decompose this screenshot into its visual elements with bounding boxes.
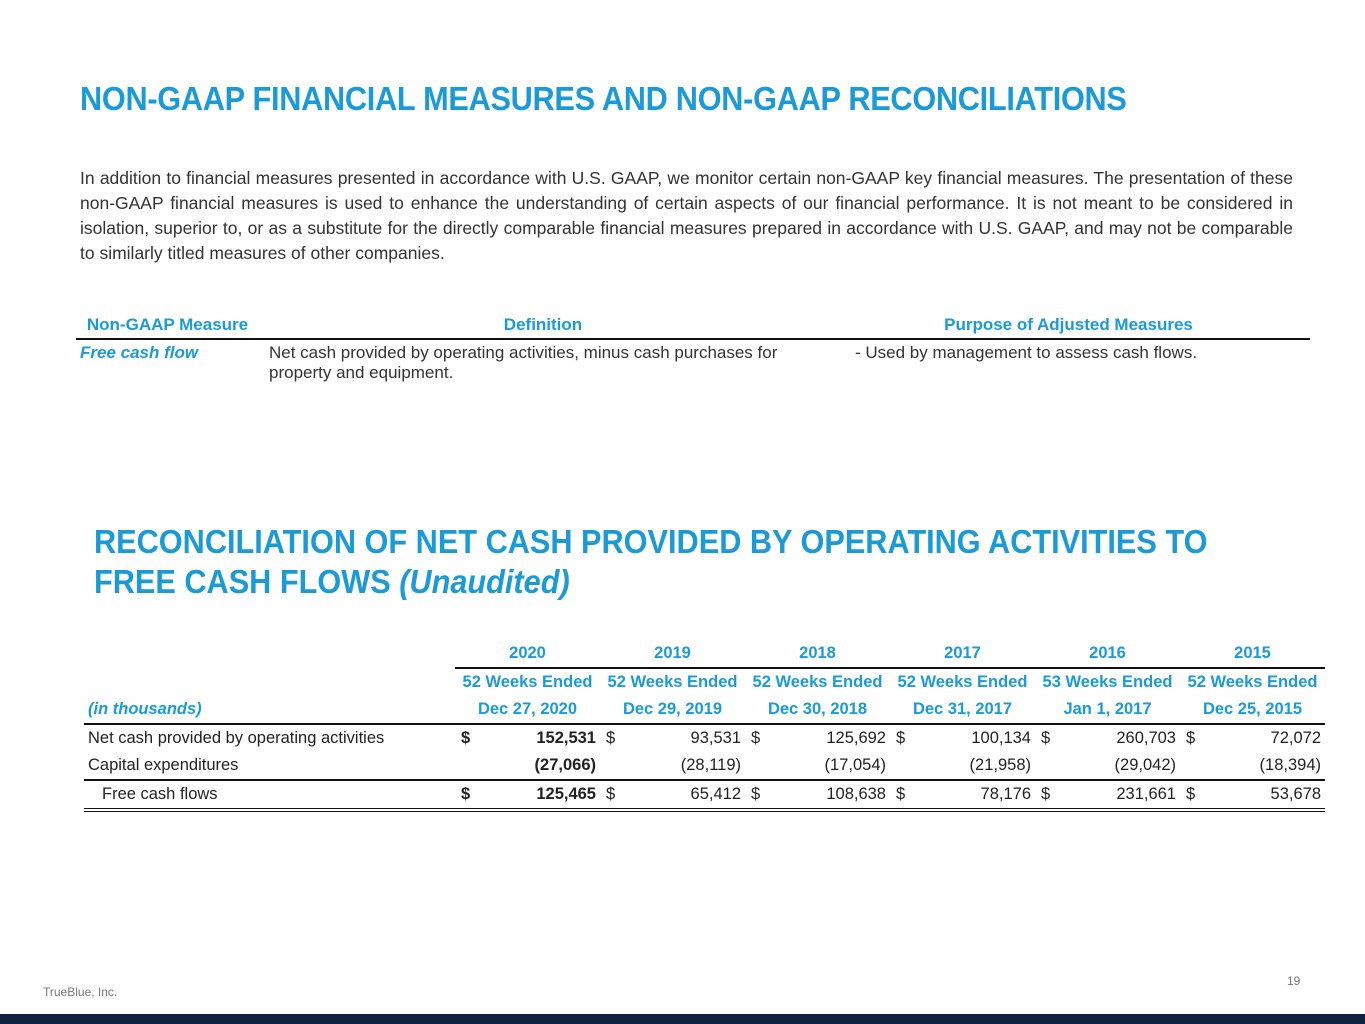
cell-value: (29,042) xyxy=(1065,752,1180,781)
table-row xyxy=(84,725,1325,752)
row-label: Free cash flows xyxy=(84,781,455,812)
definition-row xyxy=(76,339,1310,386)
cell-value: 78,176 xyxy=(920,781,1035,812)
row-label: Net cash provided by operating activities xyxy=(88,729,385,747)
header-definition: Definition xyxy=(259,313,827,339)
cell-value: 65,412 xyxy=(630,781,745,812)
company-name: TrueBlue, Inc. xyxy=(43,985,118,999)
date-header: Dec 25, 2015 xyxy=(1180,696,1325,725)
reconciliation-title-unaudited: (Unaudited) xyxy=(399,563,570,600)
cell-value: 53,678 xyxy=(1210,781,1325,812)
currency-symbol: $ xyxy=(606,729,616,747)
date-header: Jan 1, 2017 xyxy=(1035,696,1180,725)
cell-value: (17,054) xyxy=(775,752,890,781)
page-title: NON-GAAP FINANCIAL MEASURES AND NON-GAAP RECONCILIATIONS xyxy=(80,80,1127,117)
currency-symbol: $ xyxy=(461,729,471,747)
weeks-header: 52 Weeks Ended xyxy=(752,673,883,691)
currency-symbol: $ xyxy=(890,781,920,812)
definitions-table xyxy=(76,313,1310,386)
reconciliation-title-line1: RECONCILIATION OF NET CASH PROVIDED BY OPERATING ACTIVITIES TO xyxy=(94,523,1208,560)
footer-bar xyxy=(0,1014,1365,1024)
cell-value: 100,134 xyxy=(971,729,1031,747)
measure-purpose: - Used by management to assess cash flows. xyxy=(855,343,1198,362)
cell-value: (21,958) xyxy=(920,752,1035,781)
header-measure: Non-GAAP Measure xyxy=(76,313,259,339)
year-header: 2017 xyxy=(890,640,1035,669)
currency-symbol: $ xyxy=(600,781,630,812)
cell-value: (28,119) xyxy=(630,752,745,781)
year-header: 2016 xyxy=(1035,640,1180,669)
measure-definition: Net cash provided by operating activities, minus cash purchases for property and equipment. xyxy=(269,343,778,382)
table-row xyxy=(84,781,1325,812)
units-label: (in thousands) xyxy=(84,696,455,725)
date-header: Dec 30, 2018 xyxy=(745,696,890,725)
reconciliation-title-line2: FREE CASH FLOWS xyxy=(94,563,400,600)
cell-value: 72,072 xyxy=(1270,729,1321,747)
weeks-header: 52 Weeks Ended xyxy=(462,673,593,691)
weeks-header: 53 Weeks Ended xyxy=(1042,673,1173,691)
weeks-header: 52 Weeks Ended xyxy=(897,673,1028,691)
currency-symbol: $ xyxy=(455,781,485,812)
date-header: Dec 31, 2017 xyxy=(890,696,1035,725)
cell-value: 125,465 xyxy=(485,781,600,812)
row-label: Capital expenditures xyxy=(84,752,455,781)
cell-value: 108,638 xyxy=(775,781,890,812)
currency-symbol: $ xyxy=(1041,729,1051,747)
table-row xyxy=(84,752,1325,781)
currency-symbol: $ xyxy=(896,729,906,747)
year-header: 2019 xyxy=(600,640,745,669)
page-number: 19 xyxy=(1287,974,1301,988)
date-header: Dec 27, 2020 xyxy=(455,696,600,725)
cell-value: 125,692 xyxy=(826,729,886,747)
reconciliation-table xyxy=(84,640,1325,812)
cell-value: (27,066) xyxy=(485,752,600,781)
cell-value: 260,703 xyxy=(1116,729,1176,747)
year-header: 2015 xyxy=(1180,640,1325,669)
currency-symbol: $ xyxy=(745,781,775,812)
weeks-header: 52 Weeks Ended xyxy=(607,673,738,691)
weeks-header: 52 Weeks Ended xyxy=(1187,673,1318,691)
year-header: 2020 xyxy=(455,640,600,669)
currency-symbol: $ xyxy=(1186,729,1196,747)
measure-name: Free cash flow xyxy=(80,343,199,362)
date-header: Dec 29, 2019 xyxy=(600,696,745,725)
currency-symbol: $ xyxy=(1035,781,1065,812)
cell-value: 152,531 xyxy=(536,729,596,747)
year-header: 2018 xyxy=(745,640,890,669)
intro-paragraph: In addition to financial measures presented in accordance with U.S. GAAP, we monitor certain non-GAAP key financial measures. The presentation of these non-GAAP financial measures is used to enhance the understanding of certain aspects of our financial performance. It is not meant to be considered in isolation, superior to, or as a substitute for the directly comparable financial measures prepared in accordance with U.S. GAAP, and may not be comparable to similarly titled measures of other companies. xyxy=(80,168,1293,263)
currency-symbol: $ xyxy=(751,729,761,747)
currency-symbol: $ xyxy=(1180,781,1210,812)
cell-value: 231,661 xyxy=(1065,781,1180,812)
header-purpose: Purpose of Adjusted Measures xyxy=(827,313,1310,339)
cell-value: 93,531 xyxy=(690,729,741,747)
cell-value: (18,394) xyxy=(1210,752,1325,781)
reconciliation-title xyxy=(94,522,1207,602)
